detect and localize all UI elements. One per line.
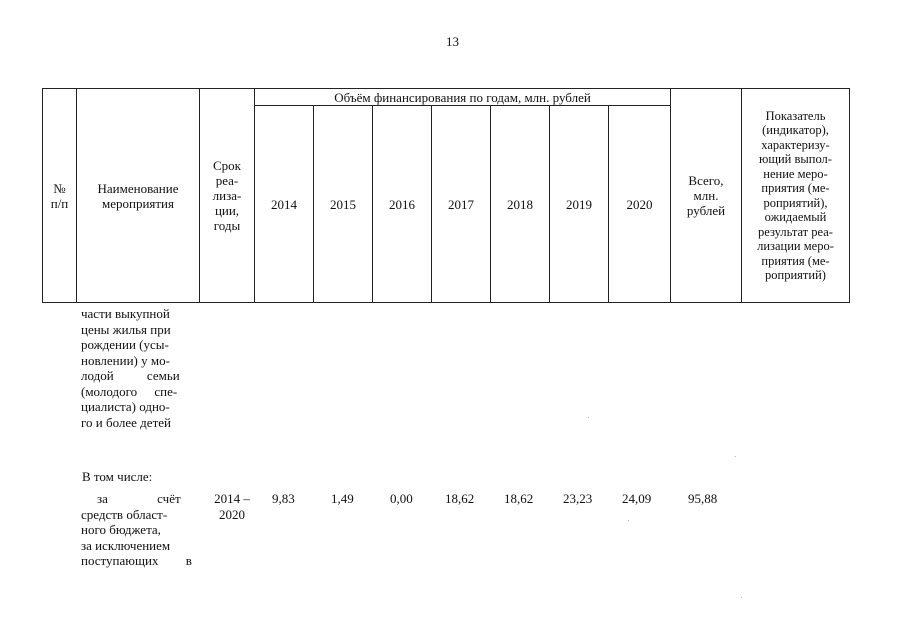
value-2019: 23,23 — [563, 491, 593, 506]
text-line: средств област- — [81, 506, 168, 522]
text-line: лодой семьи — [81, 368, 180, 383]
header-year-2020: 2020 — [609, 106, 671, 303]
header-funding-title: Объём финансирования по годам, млн. рублей — [255, 89, 671, 106]
scan-speck — [628, 520, 629, 521]
header-term: Срок реа- лиза- ции, годы — [200, 89, 255, 303]
text-line: рождении (усы- — [81, 337, 169, 352]
row-term: 2014 – 2020 — [214, 491, 250, 522]
text-line: за исключением — [81, 537, 171, 553]
row-label — [81, 491, 193, 569]
header-name: Наименование мероприятия — [77, 89, 200, 303]
header-indicator: Показатель (индикатор), характеризу- ющий выпол- нение меро- приятия (ме- роприятий), ожидаемый результат реа- лизации меро- приятия (ме- роприятий) — [742, 89, 850, 303]
text-line: ного бюджета, — [81, 522, 161, 537]
scan-speck — [735, 456, 736, 457]
continuation-text — [81, 306, 193, 430]
text-line: за счёт — [97, 491, 181, 506]
text-line: цены жилья при — [81, 321, 171, 337]
header-year-2017: 2017 — [432, 106, 491, 303]
value-2015: 1,49 — [331, 491, 354, 506]
text-line: (молодого спе- — [81, 383, 178, 399]
value-2020: 24,09 — [622, 491, 652, 506]
text-line: части выкупной — [81, 306, 170, 321]
header-num: № п/п — [43, 89, 77, 303]
value-2016: 0,00 — [390, 491, 413, 506]
header-year-2019: 2019 — [550, 106, 609, 303]
text-line: циалиста) одно- — [81, 399, 170, 414]
value-2014: 9,83 — [272, 491, 295, 506]
scan-speck — [588, 417, 589, 418]
value-2018: 18,62 — [504, 491, 534, 506]
text-line: го и более детей — [81, 414, 171, 430]
header-year-2018: 2018 — [491, 106, 550, 303]
header-year-2014: 2014 — [255, 106, 314, 303]
subheading: В том числе: — [82, 469, 153, 484]
page-number: 13 — [446, 34, 459, 49]
value-total: 95,88 — [688, 491, 718, 506]
value-2017: 18,62 — [445, 491, 475, 506]
text-line: поступающих в — [81, 553, 192, 568]
header-year-2016: 2016 — [373, 106, 432, 303]
header-year-2015: 2015 — [314, 106, 373, 303]
scan-speck — [741, 597, 742, 598]
header-total: Всего, млн. рублей — [671, 89, 742, 303]
text-line: новлении) у мо- — [81, 352, 170, 368]
